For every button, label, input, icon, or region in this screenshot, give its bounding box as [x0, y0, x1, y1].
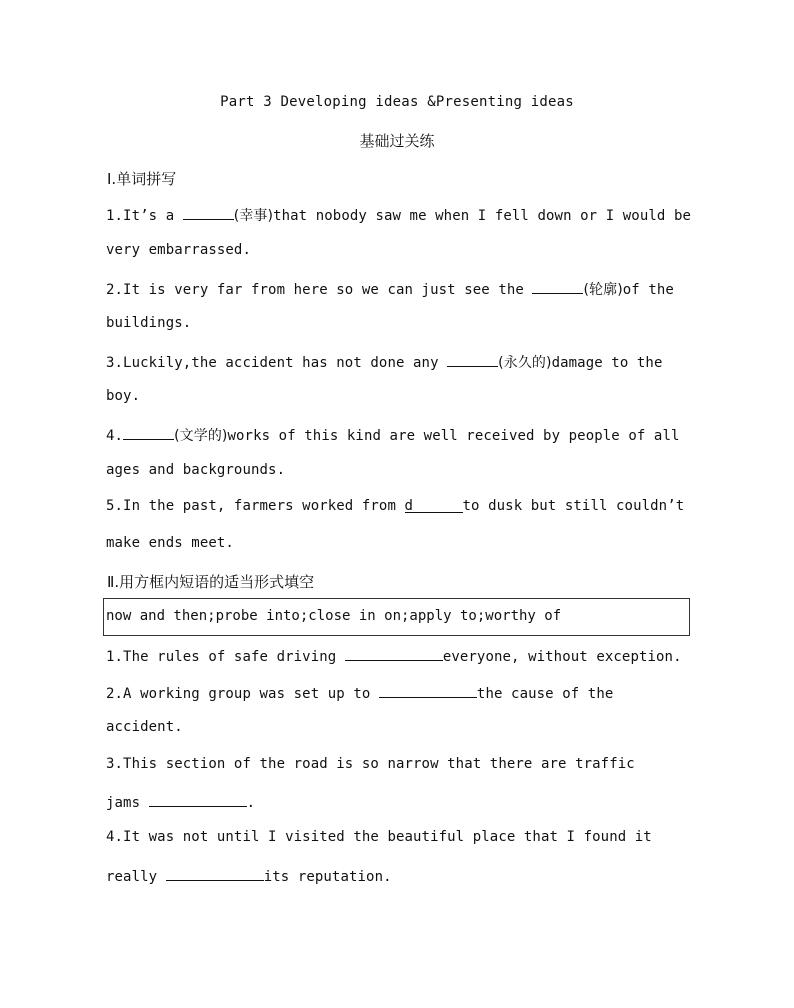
- phrase-question-4: 4.It was not until I visited the beautiful place that I found it: [106, 829, 652, 845]
- phrase-question-3-continued: [106, 792, 696, 811]
- question-text: 3.Luckily,the accident has not done any: [106, 355, 448, 371]
- question-text: .: [246, 795, 256, 811]
- phrase-question-2-continued: accident.: [106, 719, 183, 735]
- question-text: jams: [106, 795, 149, 811]
- question-text: to dusk but still couldn’t: [462, 498, 685, 514]
- chinese-hint: (轮廓): [583, 282, 623, 298]
- section-heading-spelling: Ⅰ.单词拼写: [107, 170, 177, 188]
- spelling-question-2-continued: buildings.: [106, 315, 192, 331]
- answer-blank[interactable]: [345, 646, 443, 661]
- phrase-question-2: [106, 683, 696, 702]
- phrase-question-3: 3.This section of the road is so narrow that there are traffic: [106, 756, 635, 772]
- answer-blank[interactable]: [166, 866, 264, 881]
- question-text: 1.It’s a: [106, 208, 183, 224]
- first-letter-hint: d: [404, 498, 414, 514]
- question-text: 5.In the past, farmers worked from: [106, 498, 405, 514]
- question-text: damage to the: [551, 355, 663, 371]
- phrase-question-4-continued: [106, 866, 696, 885]
- spelling-question-3-continued: boy.: [106, 388, 141, 404]
- question-text: of the: [622, 282, 674, 298]
- answer-blank[interactable]: [447, 352, 498, 367]
- question-text: works of this kind are well received by people of all: [227, 428, 680, 444]
- spelling-question-5-continued: make ends meet.: [106, 535, 234, 551]
- answer-blank[interactable]: [379, 683, 477, 698]
- question-text: the cause of the: [476, 686, 614, 702]
- section-heading-phrases: Ⅱ.用方框内短语的适当形式填空: [107, 573, 315, 591]
- question-text: 2.A working group was set up to: [106, 686, 379, 702]
- chinese-hint: (永久的): [498, 355, 552, 371]
- spelling-question-1-continued: very embarrassed.: [106, 242, 251, 258]
- spelling-question-4: [106, 425, 696, 445]
- spelling-question-4-continued: ages and backgrounds.: [106, 462, 286, 478]
- phrase-list: now and then;probe into;close in on;apply to;worthy of: [106, 608, 562, 624]
- chinese-hint: (幸事): [233, 208, 274, 224]
- question-text: that nobody saw me when I fell down or I would be: [273, 208, 692, 224]
- phrase-box: [103, 598, 690, 636]
- answer-blank[interactable]: [123, 425, 174, 440]
- chinese-hint: (文学的): [174, 428, 228, 444]
- answer-blank[interactable]: [149, 792, 247, 807]
- spelling-question-3: [106, 352, 696, 372]
- spelling-question-2: [106, 279, 696, 299]
- question-text: 4.: [106, 428, 124, 444]
- spelling-question-5: [106, 498, 696, 514]
- answer-blank[interactable]: [183, 205, 234, 220]
- question-text: its reputation.: [263, 869, 392, 885]
- question-text: 1.The rules of safe driving: [106, 649, 345, 665]
- answer-blank[interactable]: [532, 279, 583, 294]
- spelling-question-1: [106, 205, 696, 225]
- question-text: 2.It is very far from here so we can just see the: [106, 282, 533, 298]
- page-title: Part 3 Developing ideas &Presenting ideas: [220, 94, 574, 110]
- question-text: everyone, without exception.: [442, 649, 682, 665]
- question-text: really: [106, 869, 166, 885]
- phrase-question-1: [106, 646, 696, 665]
- answer-blank[interactable]: [405, 498, 463, 513]
- page-subtitle: 基础过关练: [359, 132, 435, 150]
